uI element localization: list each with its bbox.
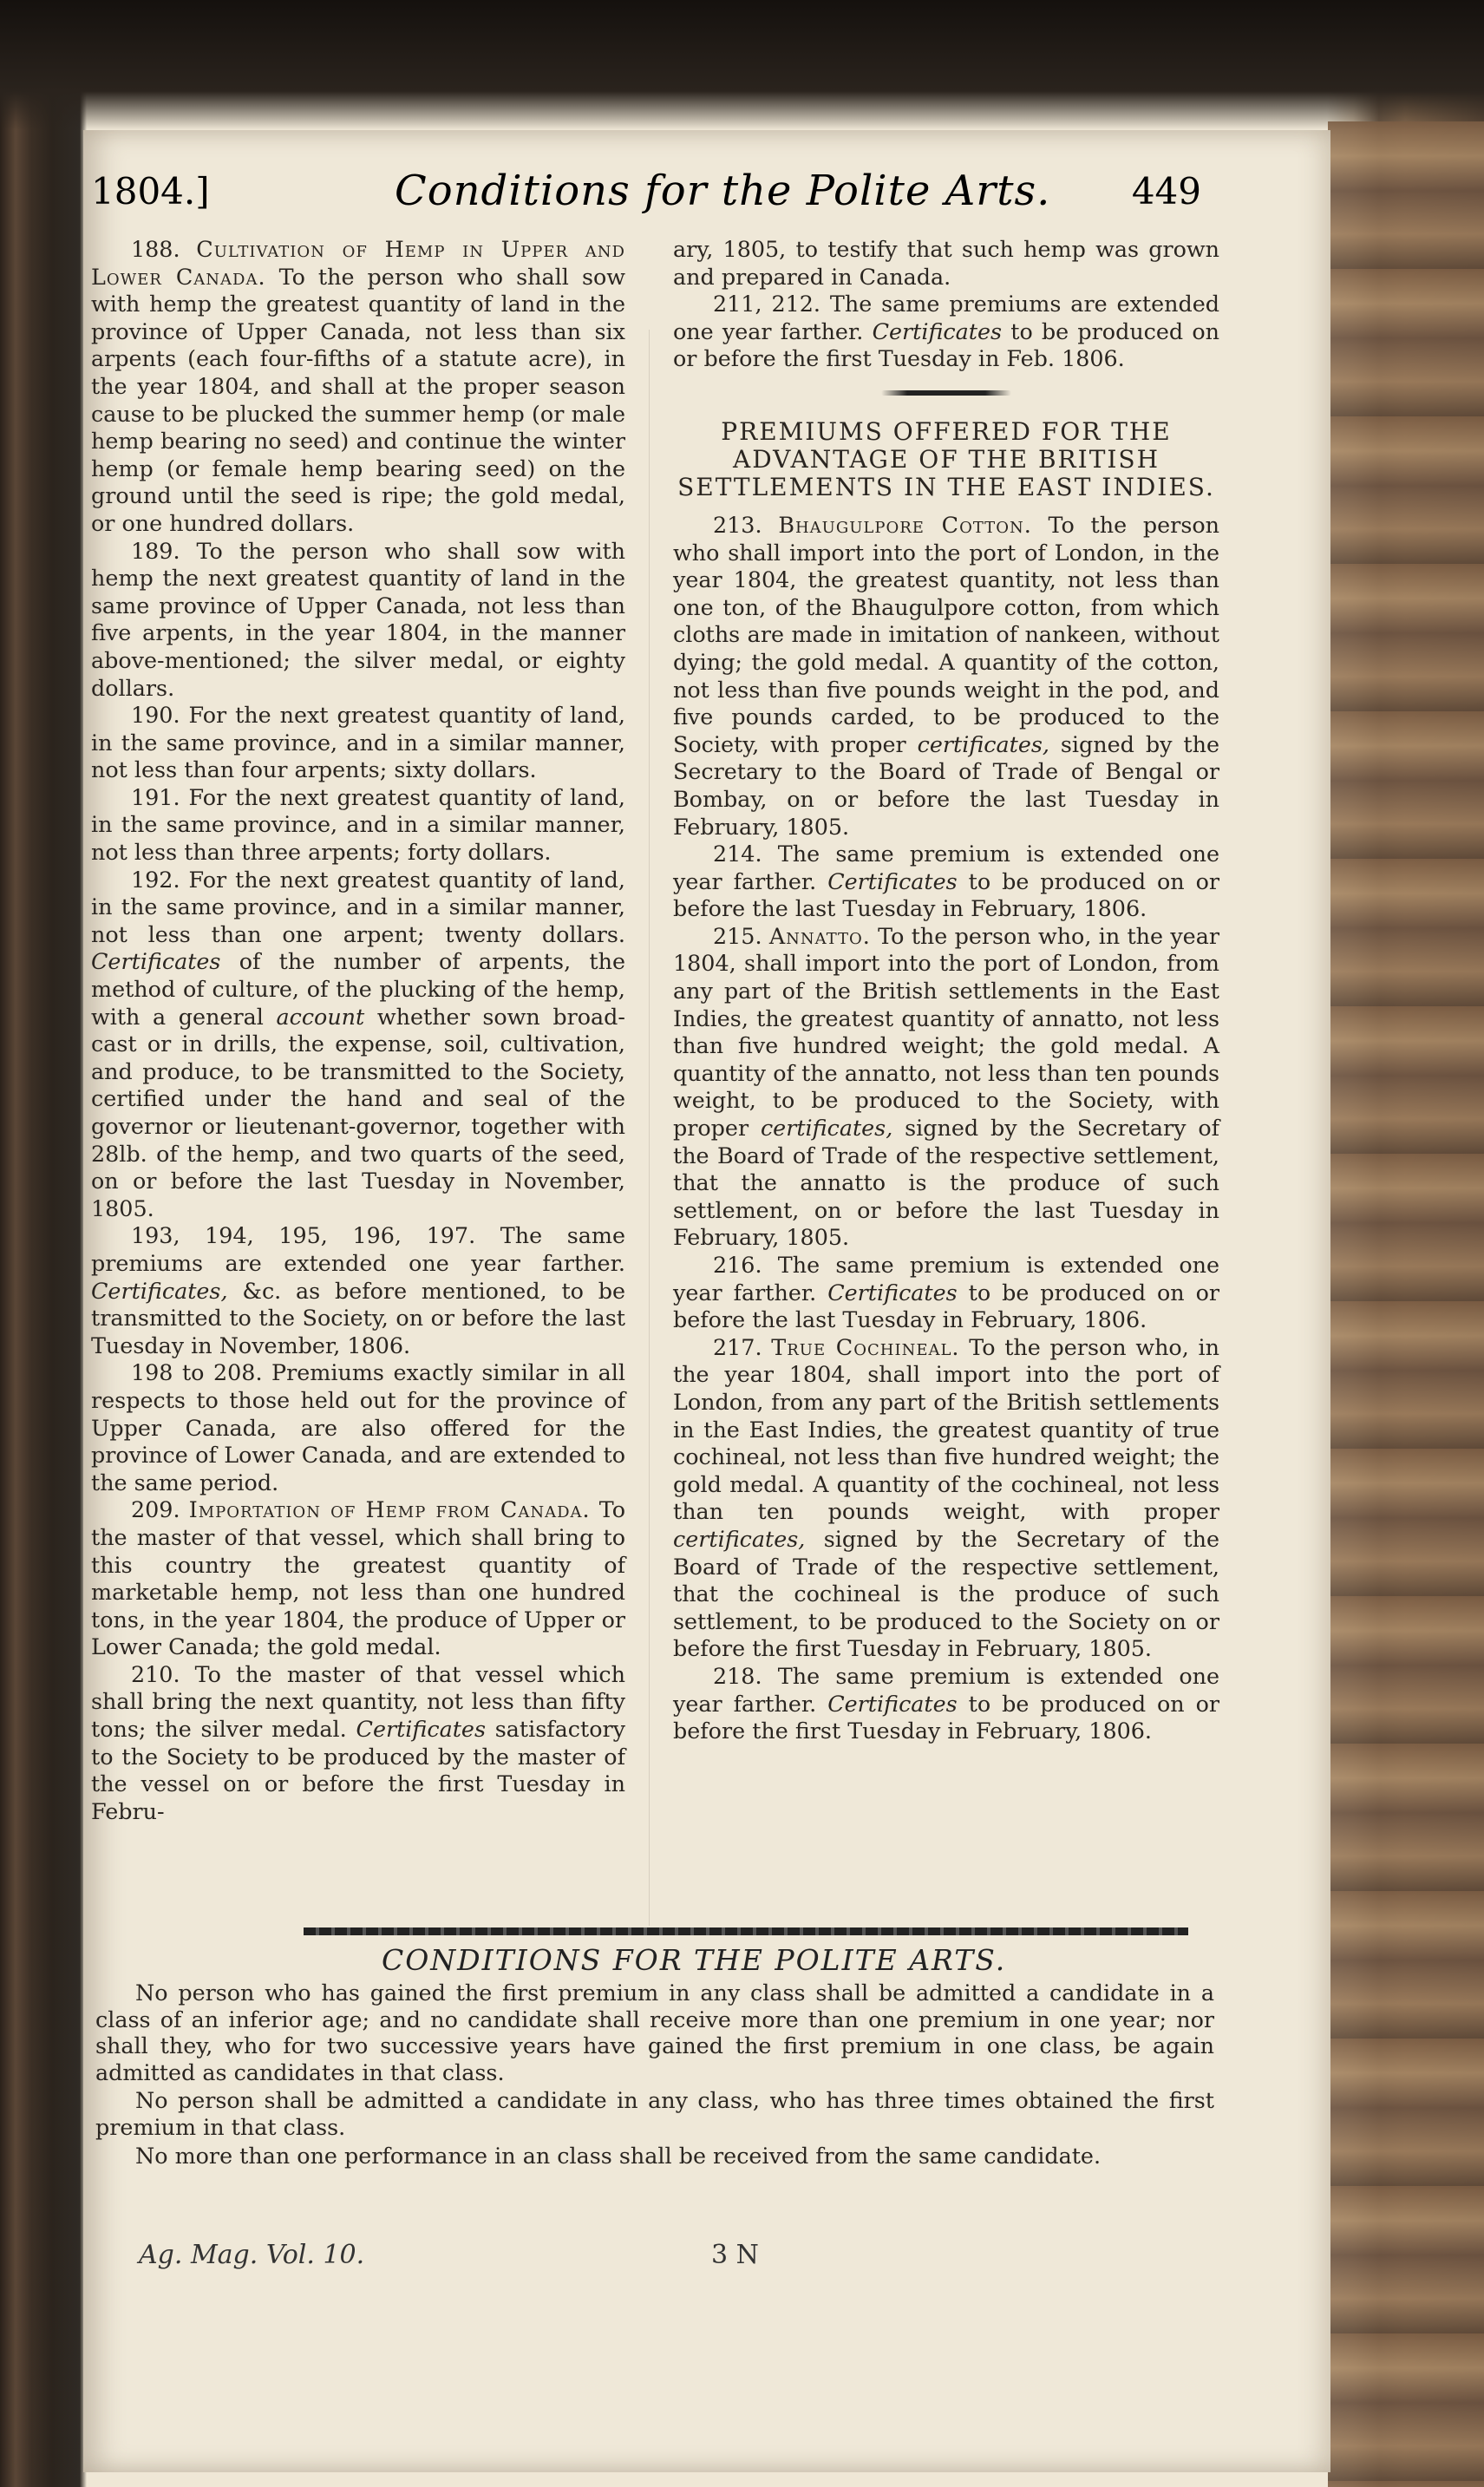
section-heading: PREMIUMS OFFERED FOR THE ADVANTAGE OF THE BRITISH SETTLEMENTS IN THE EAST INDIES. [677,416,1215,501]
right-column [673,236,1219,1745]
paragraph-214: 214. The same premium is extended one year farther. Certificates to be produced on or before the last Tuesday in February, 1806. [673,841,1220,922]
column-divider [649,330,650,1926]
section-title: Annatto. [768,922,871,949]
paragraph-190: 190. For the next greatest quantity of land, in the same province, and in a similar manner, not less than four arpents; sixty dollars. [91,702,625,783]
paragraph-210-continued: ary, 1805, to testify that such hemp was grown and prepared in Canada. [673,236,1219,290]
paragraph-189: 189. To the person who shall sow with hemp the next greatest quantity of land in the same province of Upper Canada, not less than five arpents, in the year 1804, in the manner above-mentioned; the silver medal, or eighty dollars. [91,537,625,701]
page-number: 449 [1131,170,1201,213]
binding-shadow [0,0,1484,130]
paragraph-216: 216. The same premium is extended one year farther. Certificates to be produced on or before the last Tuesday in February, 1806. [673,1252,1220,1333]
book-edge [1328,121,1484,2487]
section-title: True Cochineal. [771,1333,960,1360]
paragraph-210: 210. To the master of that vessel which shall bring the next quantity, not less than fifty tons; the silver medal. Certificates satisfactory to the Society to be produced by the master of the vessel on or before the first Tuesday in Febru- [91,1660,625,1824]
paragraph-188: 188. Cultivation of Hemp in Upper and Lower Canada. To the person who shall sow with hemp the greatest quantity of land in the province of Upper Canada, not less than six arpents (each four-fifths of a statute acre), in the year 1804, and shall at the proper season cause to be plucked the summer hemp (or male hemp bearing no seed) and continue the winter hemp (or female hemp bearing seed) on the ground until the seed is ripe; the gold medal, or one hundred dollars. [91,236,625,536]
section-divider-rule [304,1927,1188,1935]
condition-1: No person who has gained the first premium in any class shall be admitted a candidate in a class of an inferior age; and no candidate shall receive more than one premium in one year; nor shall they, who for two successive years have gained the first premium in one class, be again admitted as candidates in that class. [95,1980,1214,2085]
running-header [91,165,1201,217]
footer-signature-mark: 3 N [711,2240,759,2270]
condition-3: No more than one performance in an class shall be received from the same candidate. [135,2142,1102,2169]
paragraph-192: 192. For the next greatest quantity of land, in the same province, and in a similar manner, not less than one arpent; twenty dollars. Certificates of the number of arpents, the method of culture, of the plucking of the hemp, with a general account whether sown broad-cast or in drills, the expense, soil, cultivation, and produce, to be transmitted to the Society, certified under the hand and seal of the governor or lieutenant-governor, together with 28lb. of the hemp, and two quarts of the seed, on or before the last Tuesday in November, 1805. [91,866,625,1221]
paragraph-215: 215. Annatto. To the person who, in the year 1804, shall import into the port of London, from any part of the British settlements in the East Indies, the greatest quantity of annatto, not less than five hundred weight; the gold medal. A quantity of the annatto, not less than ten pounds weight, to be produced to the Society, with proper certificates, signed by the Secretary of the Board of Trade of the respective settlement, that the annatto is the produce of such settlement, on or before the last Tuesday in February, 1805. [673,922,1220,1251]
paragraph-191: 191. For the next greatest quantity of land, in the same province, and in a similar manner, not less than three arpents; forty dollars. [91,783,625,866]
paragraph-193: 193, 194, 195, 196, 197. The same premiums are extended one year farther. Certificates, &c. as before mentioned, to be transmitted to the Society, on or before the last Tuesday in November, 1806. [91,1222,625,1358]
paragraph-211: 211, 212. The same premiums are extended one year farther. Certificates to be produced on or before the first Tuesday in Feb. 1806. [673,291,1220,372]
section-title: Bhaugulpore Cotton. [778,511,1032,538]
conditions-heading: CONDITIONS FOR THE POLITE ARTS. [382,1943,1007,1977]
footer-signature: Ag. Mag. Vol. 10. [139,2240,365,2270]
paragraph-217: 217. True Cochineal. To the person who, in the year 1804, shall import into the port of London, from any part of the British settlements in the East Indies, the greatest quantity of true cochineal, not less than five hundred weight; the gold medal. A quantity of the cochineal, not less than ten pounds weight, with proper certificates, signed by the Secretary of the Board of Trade of the respective settlement, that the cochineal is the produce of such settlement, to be produced to the Society on or before the first Tuesday in February, 1805. [673,1333,1220,1662]
header-title: Conditions for the Polite Arts. [395,167,1051,215]
header-year: 1804.] [91,170,210,213]
paragraph-198: 198 to 208. Premiums exactly similar in all respects to those held out for the province of Upper Canada, are also offered for the province of Lower Canada, and are extended to the same period. [91,1359,625,1495]
paragraph-213: 213. Bhaugulpore Cotton. To the person who shall import into the port of London, in the year 1804, the greatest quantity, not less than one ton, of the Bhaugulpore cotton, from which cloths are made in imitation of nankeen, without dying; the gold medal. A quantity of the cotton, not less than five pounds weight in the pod, and five pounds carded, to be produced to the Society, with proper certificates, signed by the Secretary to the Board of Trade of Bengal or Bombay, on or before the last Tuesday in February, 1805. [673,511,1219,840]
section-ornament-rule [881,390,1011,396]
left-column [91,236,625,1825]
condition-2: No person shall be admitted a candidate in any class, who has three times obtained the first premium in that class. [95,2087,1214,2140]
conditions-block [95,1980,1214,2170]
paragraph-218: 218. The same premium is extended one year farther. Certificates to be produced on or before the first Tuesday in February, 1806. [673,1662,1220,1744]
section-title: Importation of Hemp from Canada. [188,1496,591,1523]
section-title: Cultivation of Hemp in Upper and Lower Canada. [91,236,625,290]
paragraph-209: 209. Importation of Hemp from Canada. To the master of that vessel, which shall bring to this country the greatest quantity of marketable hemp, not less than one hundred tons, in the year 1804, the produce of Upper or Lower Canada; the gold medal. [91,1496,625,1660]
